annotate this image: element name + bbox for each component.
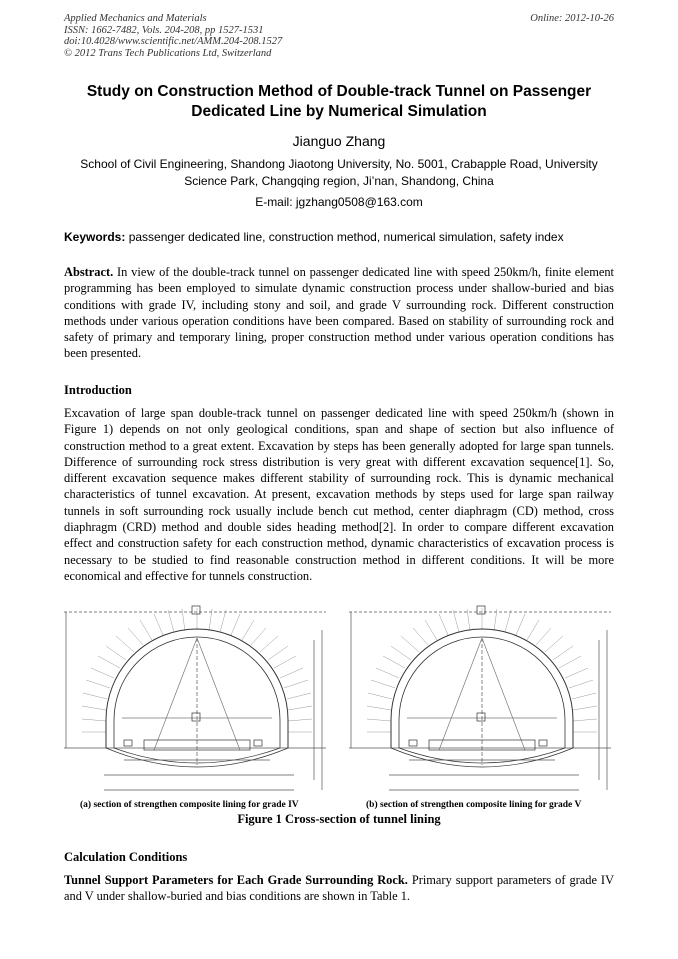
author-name: Jianguo Zhang	[292, 133, 386, 149]
keywords-label: Keywords:	[64, 230, 126, 244]
abstract	[64, 264, 614, 362]
author-email: E-mail: jgzhang0508@163.com	[255, 195, 423, 209]
affiliation-line-2: Science Park, Changqing region, Ji’nan, Shandong, China	[184, 174, 494, 188]
abstract-label: Abstract.	[64, 265, 114, 279]
title-line-1: Study on Construction Method of Double-track Tunnel on Passenger	[86, 83, 592, 100]
title-line-2: Dedicated Line by Numerical Simulation	[191, 103, 487, 120]
paper-title	[64, 82, 614, 122]
journal-issn: ISSN: 1662-7482, Vols. 204-208, pp 1527-1531	[64, 24, 264, 36]
section-diagram-grade-iv	[64, 606, 326, 790]
figure-subcaption-a: (a) section of strengthen composite lining for grade IV	[80, 800, 299, 810]
keywords-text: passenger dedicated line, construction method, numerical simulation, safety index	[125, 230, 564, 244]
calc-subheading: Tunnel Support Parameters for Each Grade Surrounding Rock.	[64, 873, 408, 887]
affiliation-line-1: School of Civil Engineering, Shandong Jiaotong University, No. 5001, Crabapple Road, University	[80, 157, 598, 171]
calc-text: Primary support parameters of grade IV and V under shallow-buried and bias conditions are shown in Table 1.	[64, 873, 615, 904]
introduction-heading: Introduction	[64, 383, 132, 397]
tunnel-cross-section-figure	[64, 600, 614, 800]
journal-name: Applied Mechanics and Materials	[64, 13, 207, 24]
introduction-text: Excavation of large span double-track tunnel on passenger dedicated line with speed 250km/h (shown in Figure 1) depends on not only geological conditions, span and shape of section but also influence of construction method to a great extent. Excavation by steps has been generally adopted for large span tunnels. Difference of surrounding rock stress distribution is very great with different excavation sequence[1]. So, different excavation sequence makes different stability of surrounding rock. This is dynamic mechanical characteristics of tunnel excavation. At present, excavation methods by steps used for large span railway tunnels in soft surrounding rock usually include bench cut method, center diaphragm (CD) method, cross diaphragm (CRD) method and double sides heading method[2]. In order to compare different excavation effect and construction safety for each construction method, dynamic characteristics of excavation process is necessary to be studied to find reasonable construction method in different conditions. It will be more economical and effective for tunnels construction.	[64, 406, 614, 583]
affiliation	[64, 156, 614, 190]
abstract-text: In view of the double-track tunnel on passenger dedicated line with speed 250km/h, finite element programming has been employed to simulate dynamic construction process under shallow-buried and bias conditions with grade IV, including stony and soil, and grade V surrounding rock. Different construction methods under various operation conditions have been compared. Based on stability of surrounding rock and safety of primary and temporary lining, proper construction method under various operation conditions has been presented.	[64, 265, 614, 361]
calculation-conditions-text	[64, 872, 614, 905]
section-diagram-grade-v	[349, 606, 611, 790]
journal-doi: doi:10.4028/www.scientific.net/AMM.204-208.1527	[64, 36, 283, 47]
figure-subcaption-b: (b) section of strengthen composite lining for grade V	[366, 800, 582, 810]
figure-caption: Figure 1 Cross-section of tunnel lining	[237, 812, 441, 826]
online-date: Online: 2012-10-26	[530, 13, 614, 24]
calculation-conditions-heading: Calculation Conditions	[64, 850, 188, 864]
journal-header	[64, 13, 282, 59]
keywords	[64, 230, 624, 244]
journal-copyright: © 2012 Trans Tech Publications Ltd, Switzerland	[64, 47, 272, 59]
